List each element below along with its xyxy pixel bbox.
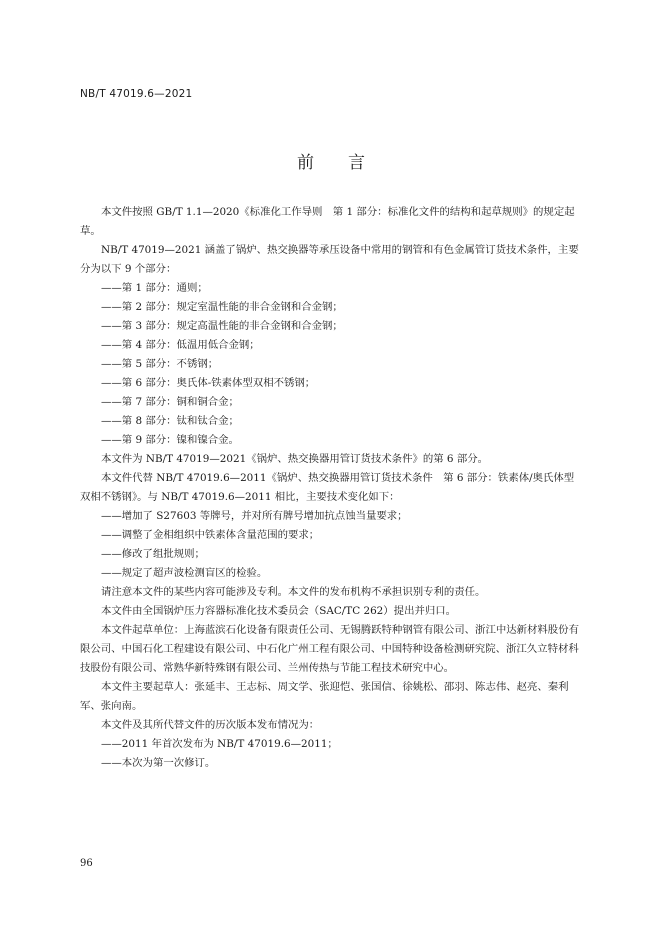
list-item: ——第 4 部分：低温用低合金钢；	[101, 339, 260, 351]
patent-notice-paragraph: 请注意本文件的某些内容可能涉及专利。本文件的发布机构不承担识别专利的责任。	[101, 586, 486, 598]
list-item: ——调整了金相组织中铁素体含量范围的要求；	[101, 529, 320, 541]
history-intro-paragraph: 本文件及其所代替文件的历次版本发布情况为：	[101, 719, 320, 731]
page-number: 96	[80, 858, 93, 869]
replaces-paragraph: 本文件代替 NB/T 47019.6—2011《锅炉、热交换器用管订货技术条件 第 6 部分：铁素体/奥氏体型双相不锈钢》。与 NB/T 47019.6—2011 相比，主要技术变化如下：	[80, 472, 575, 503]
foreword-body	[80, 203, 584, 773]
drafting-rule-paragraph: 本文件按照 GB/T 1.1—2020《标准化工作导则 第 1 部分：标准化文件的结构和起草规则》的规定起草。	[80, 206, 575, 237]
proposer-paragraph: 本文件由全国锅炉压力容器标准化技术委员会（SAC/TC 262）提出并归口。	[101, 605, 457, 617]
page-title: 前言	[297, 153, 399, 173]
list-item: ——第 8 部分：钛和钛合金；	[101, 415, 239, 427]
list-item: ——修改了组批规则；	[101, 548, 205, 560]
standard-code-header: NB/T 47019.6—2021	[80, 88, 193, 100]
list-item: ——第 2 部分：规定室温性能的非合金钢和合金钢；	[101, 301, 343, 313]
list-item: ——本次为第一次修订。	[101, 757, 216, 769]
list-item: ——第 3 部分：规定高温性能的非合金钢和合金钢；	[101, 320, 343, 332]
part-statement-paragraph: 本文件为 NB/T 47019—2021《锅炉、热交换器用管订货技术条件》的第 6 部分。	[101, 453, 489, 465]
list-item: ——第 1 部分：通则；	[101, 282, 208, 294]
scope-paragraph: NB/T 47019—2021 涵盖了锅炉、热交换器等承压设备中常用的钢管和有色金属管订货技术条件，主要分为以下 9 个部分：	[80, 244, 579, 275]
drafting-units-paragraph: 本文件起草单位：上海蓝滨石化设备有限责任公司、无锡腾跃特种钢管有限公司、浙江中达新材料股份有限公司、中国石化工程建设有限公司、中石化广州工程有限公司、中国特种设备检测研究院、浙江久立特材科技股份有限公司、常熟华新特殊钢有限公司、兰州传热与节能工程技术研究中心。	[80, 624, 579, 674]
drafters-paragraph: 本文件主要起草人：张延丰、王志标、周文学、张迎恺、张国信、徐姚松、邵羽、陈志伟、赵亮、秦利军、张向南。	[80, 681, 569, 712]
list-item: ——第 6 部分：奥氏体-铁素体型双相不锈钢；	[101, 377, 316, 389]
list-item: ——第 5 部分：不锈钢；	[101, 358, 219, 370]
list-item: ——规定了超声波检测盲区的检验。	[101, 567, 268, 579]
list-item: ——增加了 S27603 等牌号，并对所有牌号增加抗点蚀当量要求；	[101, 510, 408, 522]
list-item: ——第 9 部分：镍和镍合金。	[101, 434, 239, 446]
list-item: ——2011 年首次发布为 NB/T 47019.6—2011；	[101, 738, 338, 750]
list-item: ——第 7 部分：铜和铜合金；	[101, 396, 239, 408]
